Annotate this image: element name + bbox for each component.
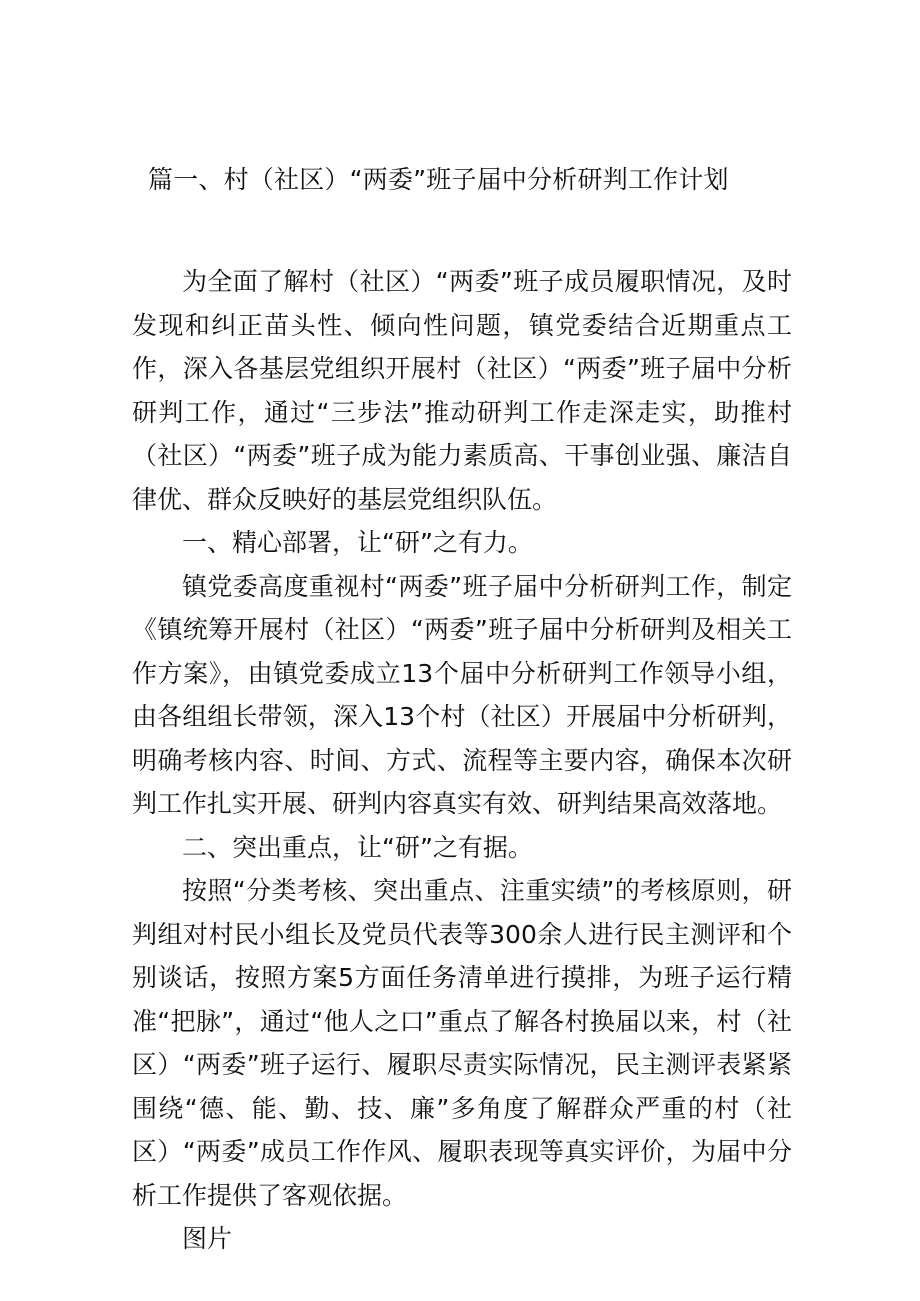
section-heading-1: 一、精心部署，让“研”之有力。 — [182, 528, 533, 557]
section-heading-2: 二、突出重点，让“研”之有据。 — [182, 832, 533, 862]
document-body — [132, 260, 792, 1261]
image-placeholder-label: 图片 — [182, 1224, 233, 1253]
paragraph-section-2: 按照“分类考核、突出重点、注重实绩”的考核原则，研判组对村民小组长及党员代表等300余人进行民主测评和个别谈话，按照方案5方面任务清单进行摸排，为班子运行精准“把脉”，通过“他人之口”重点了解各村换届以来，村（社区）“两委”班子运行、履职尽责实际情况，民主测评表紧紧围绕“德、能、勤、技、廉”多角度了解群众严重的村（社区）“两委”成员工作作风、履职表现等真实评价，为届中分析工作提供了客观依据。 — [132, 876, 792, 1210]
document-title: 篇一、村（社区）“两委”班子届中分析研判工作计划 — [148, 165, 729, 194]
paragraph-section-1: 镇党委高度重视村“两委”班子届中分析研判工作，制定《镇统筹开展村（社区）“两委”班子届中分析研判及相关工作方案》，由镇党委成立13个届中分析研判工作领导小组，由各组组长带领，深入13个村（社区）开展届中分析研判，明确考核内容、时间、方式、流程等主要内容，确保本次研判工作扎实开展、研判内容真实有效、研判结果高效落地。 — [132, 571, 792, 818]
paragraph-intro: 为全面了解村（社区）“两委”班子成员履职情况，及时发现和纠正苗头性、倾向性问题，镇党委结合近期重点工作，深入各基层党组织开展村（社区）“两委”班子届中分析研判工作，通过“三步法”推动研判工作走深走实，助推村（社区）“两委”班子成为能力素质高、干事创业强、廉洁自律优、群众反映好的基层党组织队伍。 — [132, 267, 792, 514]
